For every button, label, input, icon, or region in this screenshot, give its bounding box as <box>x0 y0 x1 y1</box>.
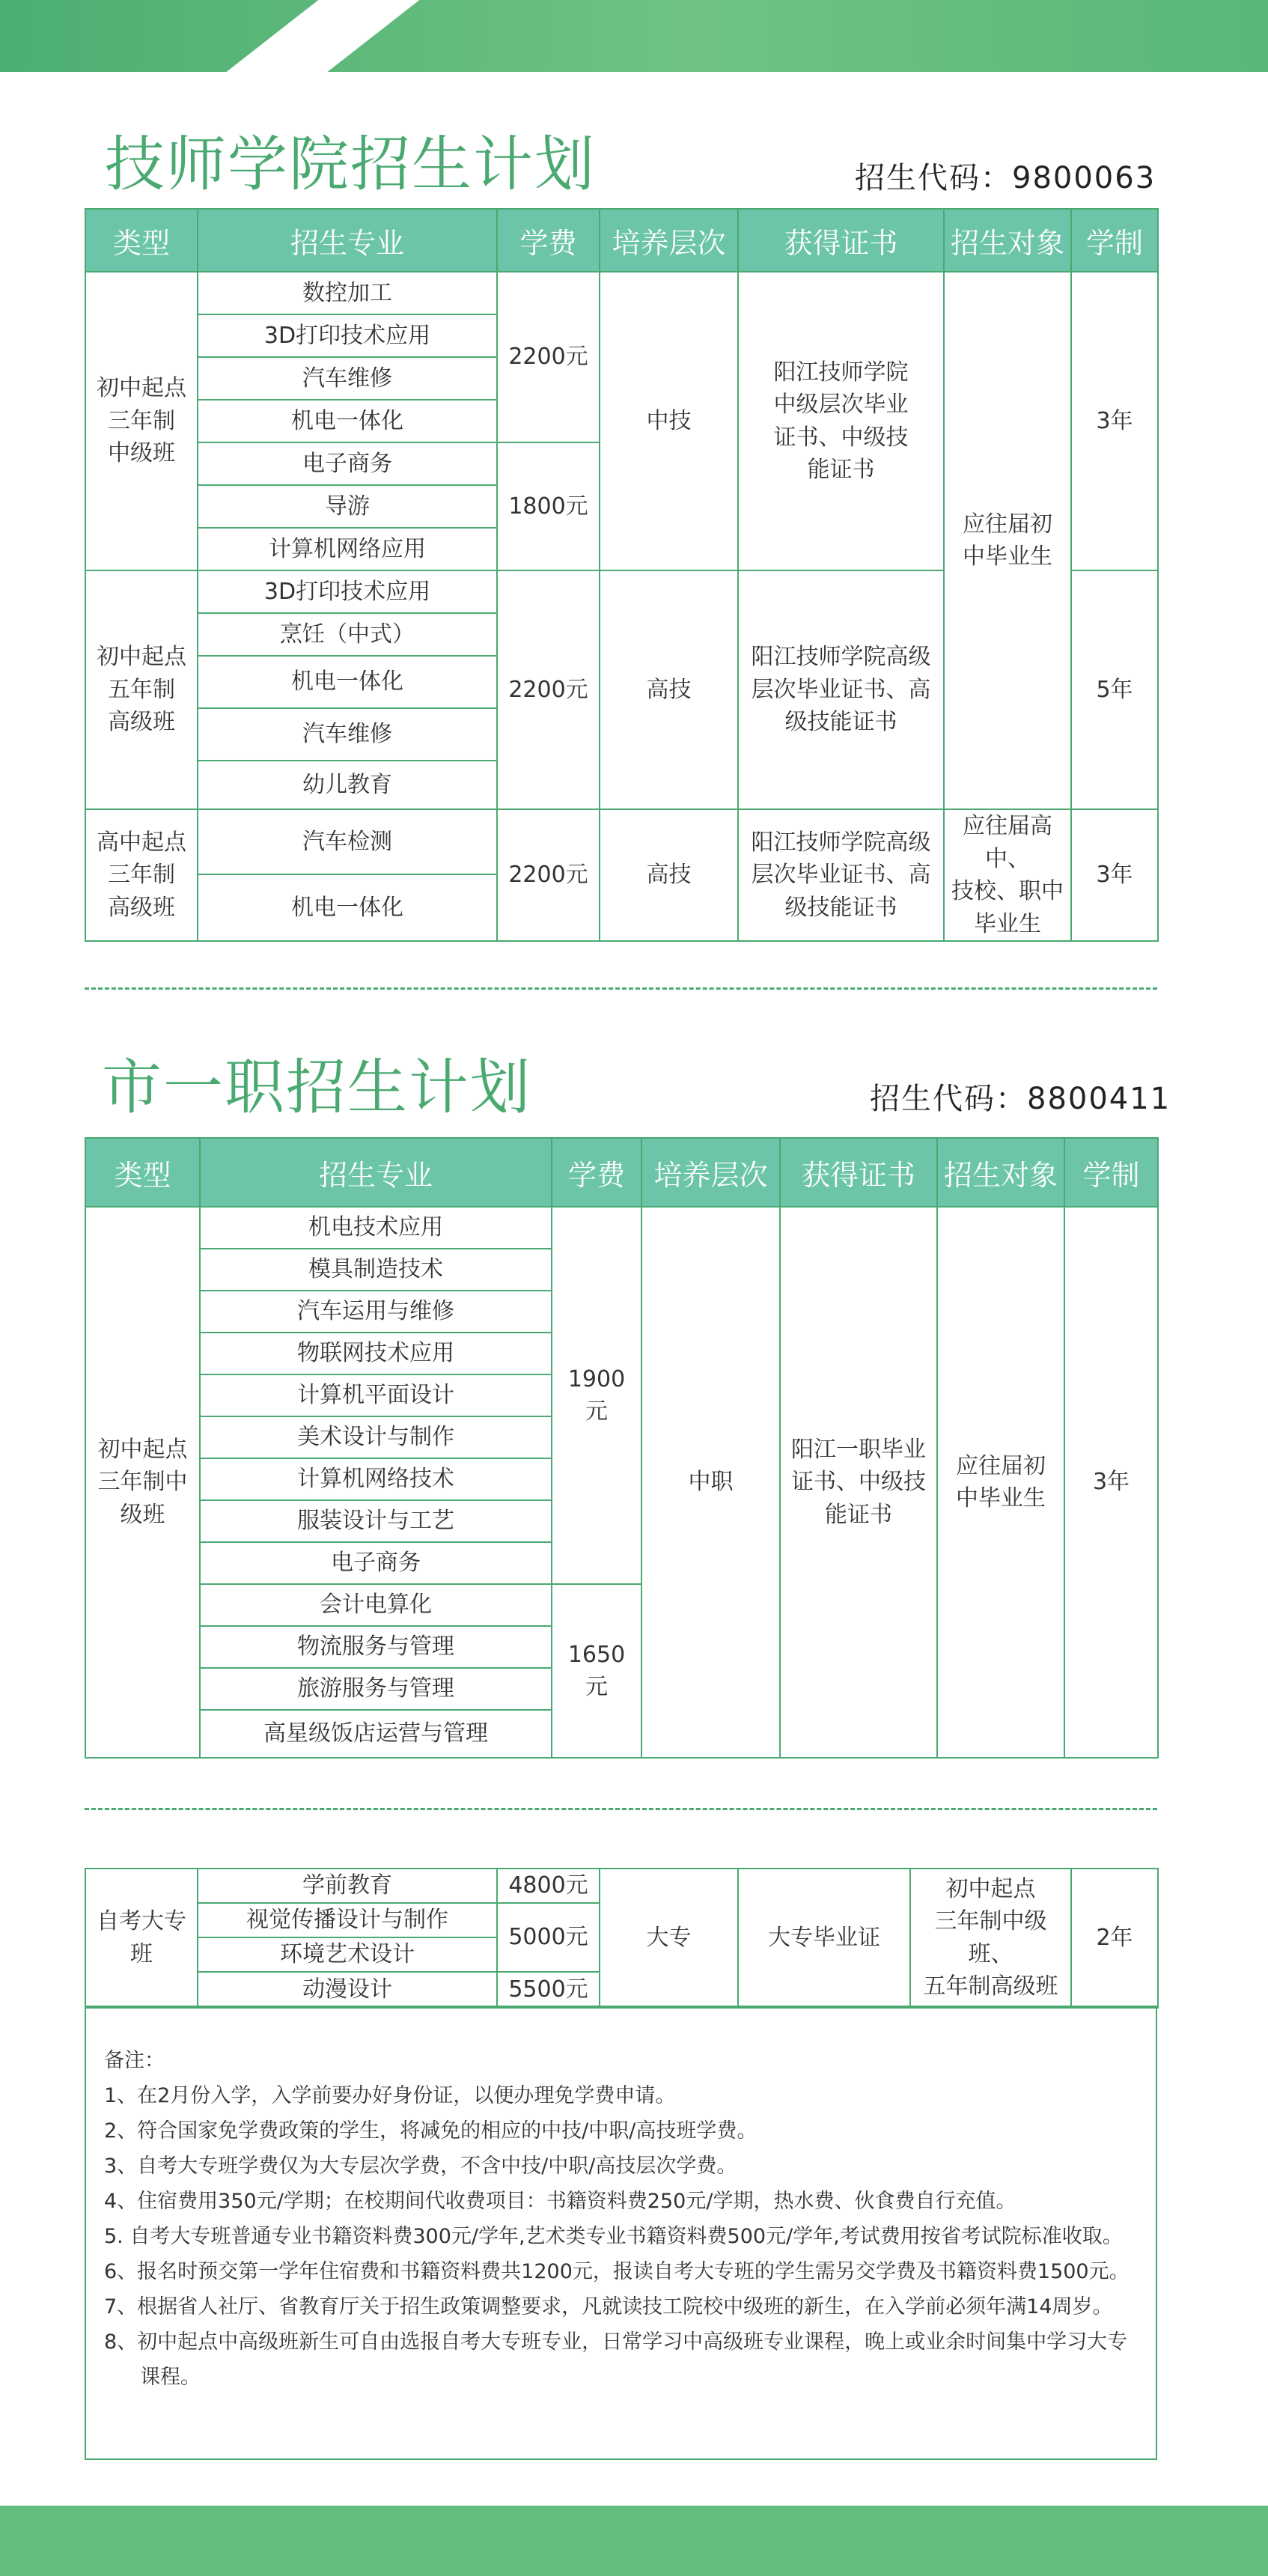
section1-code: 招生代码：9800063 <box>855 161 1156 195</box>
header-target: 招生对象 <box>944 209 1071 272</box>
group1-type: 初中起点 三年制 中级班 <box>85 272 198 570</box>
major-cell: 高星级饭店运营与管理 <box>200 1710 552 1758</box>
notes-box <box>85 2006 1157 2460</box>
level-cell: 高技 <box>600 570 738 809</box>
major-cell: 幼儿教育 <box>198 761 497 809</box>
table-row <box>85 272 1158 314</box>
note-item: 6、报名时预交第一学年住宿费和书籍资料费共1200元，报读自考大专班的学生需另交学费及书籍资料费1500元。 <box>104 2260 1130 2283</box>
fee-cell: 1900元 <box>552 1207 641 1584</box>
target-cell: 初中起点 三年制中级班、 五年制高级班 <box>910 1869 1071 2008</box>
section1-table <box>85 208 1159 942</box>
major-cell: 数控加工 <box>198 272 497 314</box>
fee-cell: 5000元 <box>497 1903 600 1972</box>
cert-cell: 大专毕业证 <box>738 1869 910 2008</box>
major-cell: 电子商务 <box>200 1542 552 1584</box>
years-cell: 3年 <box>1064 1207 1158 1758</box>
major-cell: 视觉传播设计与制作 <box>198 1903 497 1937</box>
note-item: 3、自考大专班学费仅为大专层次学费，不含中技/中职/高技层次学费。 <box>104 2155 737 2178</box>
table-row <box>85 809 1158 874</box>
major-cell: 计算机网络应用 <box>198 528 497 570</box>
table-header-row <box>85 209 1158 272</box>
fee-cell: 2200元 <box>497 570 600 809</box>
major-cell: 模具制造技术 <box>200 1249 552 1291</box>
header-cert: 获得证书 <box>780 1138 937 1207</box>
fee-cell: 2200元 <box>497 809 600 941</box>
section3-table <box>85 1868 1159 2009</box>
target-cell: 应往届高中、 技校、职中 毕业生 <box>944 809 1071 941</box>
years-cell: 3年 <box>1071 272 1158 570</box>
cert-cell: 阳江技师学院 中级层次毕业 证书、中级技 能证书 <box>738 272 944 570</box>
major-cell: 旅游服务与管理 <box>200 1668 552 1710</box>
major-cell: 物联网技术应用 <box>200 1333 552 1374</box>
cert-cell: 阳江一职毕业 证书、中级技 能证书 <box>780 1207 937 1758</box>
group2-type: 初中起点 五年制 高级班 <box>85 570 198 809</box>
table-header-row <box>85 1138 1158 1207</box>
table-row <box>85 1869 1158 1903</box>
note-item: 5. 自考大专班普通专业书籍资料费300元/学年,艺术类专业书籍资料费500元/学年,考试费用按省考试院标准收取。 <box>104 2225 1123 2248</box>
level-cell: 中职 <box>641 1207 780 1758</box>
major-cell: 会计电算化 <box>200 1584 552 1626</box>
section2-code: 招生代码：8800411 <box>870 1082 1171 1116</box>
section-divider <box>85 987 1157 990</box>
note-item: 7、根据省人社厅、省教育厅关于招生政策调整要求，凡就读技工院校中级班的新生，在入学前必须年满14周岁。 <box>104 2295 1113 2318</box>
major-cell: 物流服务与管理 <box>200 1626 552 1668</box>
major-cell: 计算机平面设计 <box>200 1374 552 1416</box>
major-cell: 机电技术应用 <box>200 1207 552 1249</box>
header-level: 培养层次 <box>600 209 738 272</box>
major-cell: 美术设计与制作 <box>200 1416 552 1458</box>
target-cell: 应往届初 中毕业生 <box>937 1207 1064 1758</box>
header-years: 学制 <box>1071 209 1158 272</box>
header-level: 培养层次 <box>641 1138 780 1207</box>
major-cell: 环境艺术设计 <box>198 1937 497 1972</box>
major-cell: 导游 <box>198 485 497 528</box>
major-cell: 学前教育 <box>198 1869 497 1903</box>
years-cell: 3年 <box>1071 809 1158 941</box>
header-type: 类型 <box>85 209 198 272</box>
section-divider <box>85 1808 1157 1810</box>
header-cert: 获得证书 <box>738 209 944 272</box>
major-cell: 服装设计与工艺 <box>200 1500 552 1542</box>
major-cell: 烹饪（中式） <box>198 613 497 656</box>
fee-cell: 1650元 <box>552 1584 641 1758</box>
level-cell: 大专 <box>600 1869 738 2008</box>
major-cell: 3D打印技术应用 <box>198 314 497 357</box>
fee-cell: 2200元 <box>497 272 600 442</box>
major-cell: 机电一体化 <box>198 874 497 941</box>
target-cell: 应往届初 中毕业生 <box>944 272 1071 809</box>
level-cell: 中技 <box>600 272 738 570</box>
note-item: 4、住宿费用350元/学期；在校期间代收费项目：书籍资料费250元/学期，热水费、伙食费自行充值。 <box>104 2190 1016 2213</box>
header-type: 类型 <box>85 1138 200 1207</box>
major-cell: 汽车检测 <box>198 809 497 874</box>
note-item: 2、符合国家免学费政策的学生，将减免的相应的中技/中职/高技班学费。 <box>104 2119 758 2143</box>
type-cell: 初中起点 三年制中 级班 <box>85 1207 200 1758</box>
note-item: 1、在2月份入学，入学前要办好身份证，以便办理免学费申请。 <box>104 2084 676 2107</box>
section1-title: 技师学院招生计划 <box>105 130 596 199</box>
cert-cell: 阳江技师学院高级 层次毕业证书、高 级技能证书 <box>738 570 944 809</box>
header-major: 招生专业 <box>200 1138 552 1207</box>
table-row <box>85 1207 1158 1249</box>
note-item: 8、初中起点中高级班新生可自由选报自考大专班专业，日常学习中高级班专业课程，晚上或业余时间集中学习大专课程。 <box>104 2330 1128 2389</box>
header-fee: 学费 <box>497 209 600 272</box>
fee-cell: 1800元 <box>497 442 600 570</box>
major-cell: 汽车维修 <box>198 357 497 400</box>
top-banner <box>0 0 1268 72</box>
type-cell: 自考大专班 <box>85 1869 198 2008</box>
major-cell: 动漫设计 <box>198 1972 497 2008</box>
notes-heading: 备注： <box>104 2049 165 2072</box>
years-cell: 2年 <box>1071 1869 1158 2008</box>
major-cell: 机电一体化 <box>198 656 497 708</box>
major-cell: 电子商务 <box>198 442 497 485</box>
major-cell: 汽车维修 <box>198 708 497 761</box>
major-cell: 3D打印技术应用 <box>198 570 497 613</box>
section2-table <box>85 1137 1159 1759</box>
header-years: 学制 <box>1064 1138 1158 1207</box>
cert-cell: 阳江技师学院高级 层次毕业证书、高 级技能证书 <box>738 809 944 941</box>
major-cell: 汽车运用与维修 <box>200 1291 552 1333</box>
fee-cell: 5500元 <box>497 1972 600 2008</box>
header-major: 招生专业 <box>198 209 497 272</box>
major-cell: 计算机网络技术 <box>200 1458 552 1500</box>
bottom-banner <box>0 2506 1268 2576</box>
header-target: 招生对象 <box>937 1138 1064 1207</box>
fee-cell: 4800元 <box>497 1869 600 1903</box>
banner-fill <box>0 0 1268 72</box>
years-cell: 5年 <box>1071 570 1158 809</box>
level-cell: 高技 <box>600 809 738 941</box>
major-cell: 机电一体化 <box>198 400 497 442</box>
section2-title: 市一职招生计划 <box>102 1053 531 1122</box>
header-fee: 学费 <box>552 1138 641 1207</box>
group3-type: 高中起点 三年制 高级班 <box>85 809 198 941</box>
